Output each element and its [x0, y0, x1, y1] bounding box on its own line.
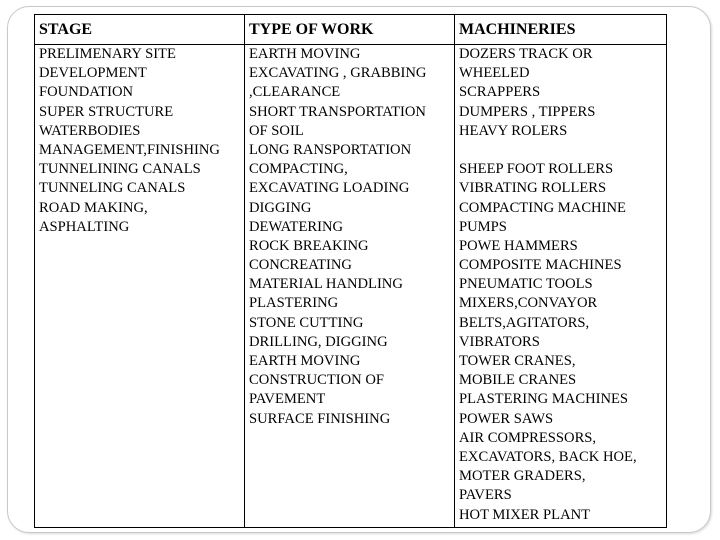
table-row [35, 45, 667, 528]
machinery-line: POWER SAWS [459, 410, 554, 427]
type-of-work-line: DRILLING, DIGGING [249, 333, 388, 350]
machinery-line: VIBRATING ROLLERS [459, 180, 607, 197]
type-of-work-line: COMPACTING, [249, 161, 348, 178]
type-of-work-line: EXCAVATING , GRABBING [249, 65, 427, 82]
stage-line: ASPHALTING [39, 218, 130, 235]
stage-cell [35, 45, 245, 528]
machinery-line: COMPACTING MACHINE [459, 199, 626, 216]
type-of-work-line: MATERIAL HANDLING [249, 276, 403, 293]
type-of-work-line: EARTH MOVING [249, 46, 361, 62]
machinery-line: PAVERS [459, 487, 512, 504]
machinery-line: TOWER CRANES, [459, 353, 576, 369]
stage-line: WATERBODIES [39, 122, 141, 139]
header-stage: STAGE [35, 15, 245, 45]
stage-line: TUNNELINING CANALS [39, 161, 201, 178]
type-of-work-line: CONCREATING [249, 257, 352, 274]
machinery-line: DUMPERS , TIPPERS [459, 103, 596, 120]
machinery-line: PNEUMATIC TOOLS [459, 276, 593, 293]
machinery-line: PUMPS [459, 218, 507, 235]
table-header-row [35, 15, 667, 45]
machinery-line: HOT MIXER PLANT [459, 506, 591, 523]
stage-line: MANAGEMENT,FINISHING [39, 141, 220, 158]
machinery-line: AIR COMPRESSORS, [459, 429, 597, 446]
type-of-work-line: EARTH MOVING [249, 353, 361, 369]
type-of-work-line: LONG RANSPORTATION [249, 141, 412, 158]
machinery-line: VIBRATORS [459, 333, 540, 350]
type-of-work-line: SURFACE FINISHING [249, 410, 391, 427]
type-of-work-line: DIGGING [249, 199, 312, 216]
machinery-line: MOTER GRADERS, [459, 468, 586, 485]
machinery-line: COMPOSITE MACHINES [459, 257, 622, 274]
stage-line: ROAD MAKING, [39, 199, 148, 216]
machinery-line: MIXERS,CONVAYOR [459, 295, 598, 312]
stage-line: DEVELOPMENT [39, 65, 147, 82]
type-of-work-line: DEWATERING [249, 218, 344, 235]
stage-line: TUNNELING CANALS [39, 180, 186, 197]
stage-line: FOUNDATION [39, 84, 134, 101]
type-of-work-line: PLASTERING [249, 295, 339, 312]
type-of-work-line: OF SOIL [249, 122, 304, 139]
type-of-work-line: PAVEMENT [249, 391, 326, 408]
stage-line: PRELIMENARY SITE [39, 46, 176, 62]
stage-line: SUPER STRUCTURE [39, 103, 174, 120]
machinery-line: DOZERS TRACK OR [459, 46, 593, 62]
header-machineries: MACHINERIES [455, 15, 667, 45]
type-of-work-line: ,CLEARANCE [249, 84, 341, 101]
machinery-line [459, 141, 662, 160]
machinery-line: HEAVY ROLERS [459, 122, 568, 139]
work-table [34, 14, 667, 528]
machinery-line: SCRAPPERS [459, 84, 541, 101]
machineries-cell [455, 45, 667, 528]
type-of-work-line: STONE CUTTING [249, 314, 364, 331]
machinery-line: EXCAVATORS, BACK HOE, [459, 448, 637, 465]
machinery-line: SHEEP FOOT ROLLERS [459, 161, 614, 178]
type-of-work-line: SHORT TRANSPORTATION [249, 103, 426, 120]
type-of-work-line: CONSTRUCTION OF [249, 372, 385, 389]
machinery-line: POWE HAMMERS [459, 237, 578, 254]
type-of-work-line: EXCAVATING LOADING [249, 180, 410, 197]
header-type-of-work: TYPE OF WORK [245, 15, 455, 45]
type-of-work-line: ROCK BREAKING [249, 237, 369, 254]
machinery-line: BELTS,AGITATORS, [459, 314, 590, 331]
type-of-work-cell [245, 45, 455, 528]
machinery-line: PLASTERING MACHINES [459, 391, 629, 408]
machinery-line: WHEELED [459, 65, 530, 82]
machinery-line: MOBILE CRANES [459, 372, 577, 389]
